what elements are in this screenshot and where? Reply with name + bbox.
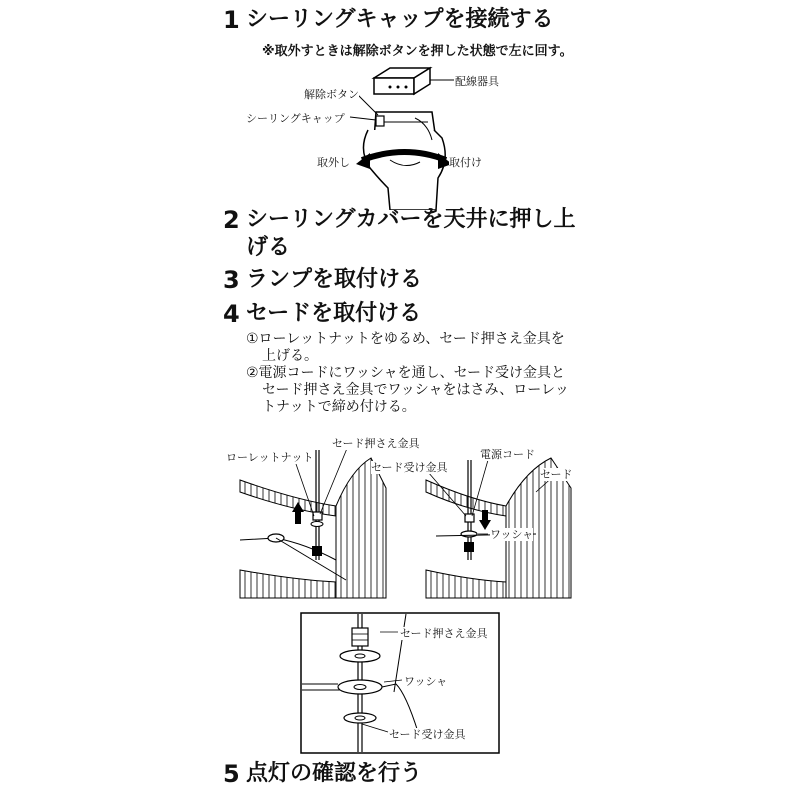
step-4-title: セードを取付ける [246, 301, 422, 326]
step-4-sub-3: ②電源コードにワッシャを通し、セード受け金具と [246, 365, 566, 381]
step-4-sub-2: 上げる。 [262, 348, 318, 364]
label-remove: 取外し [317, 156, 350, 169]
label-wiring-fixture: 配線器具 [455, 75, 499, 88]
label-shade-receiver: セード受け金具 [371, 461, 448, 474]
step-4-sub-5: トナットで締め付ける。 [262, 399, 416, 415]
step-2-title-line2: げる [246, 235, 291, 260]
label-knurled-nut: ローレットナット [226, 451, 314, 464]
step-1-note: ※取外すときは解除ボタンを押した状態で左に回す。 [262, 44, 573, 59]
step-5-title: 点灯の確認を行う [246, 761, 423, 786]
step-5-number: 5 [223, 760, 240, 788]
step-1-number: 1 [223, 6, 240, 34]
label-shade-holder: セード押さえ金具 [332, 437, 420, 450]
label-power-cord: 電源コード [480, 448, 535, 461]
label-attach: 取付け [449, 156, 482, 169]
step-4-number: 4 [223, 300, 240, 328]
step-2-title-line1: シーリングカバーを天井に押し上 [246, 207, 576, 232]
label-ceiling-cap: シーリングキャップ [246, 112, 345, 125]
step-3-title: ランプを取付ける [246, 267, 423, 292]
detail-label-shade-receiver: セード受け金具 [389, 728, 466, 741]
detail-label-washer: ワッシャ [404, 675, 448, 688]
step-4-sub-4: セード押さえ金具でワッシャをはさみ、ローレッ [262, 382, 569, 398]
step-4-sub-1: ①ローレットナットをゆるめ、セード押さえ金具を [246, 331, 565, 347]
label-washer: ワッシャ [490, 528, 534, 541]
step-2-number: 2 [223, 206, 240, 234]
step-1-title: シーリングキャップを接続する [246, 7, 554, 32]
detail-label-shade-holder: セード押さえ金具 [400, 627, 488, 640]
label-shade: セード [540, 468, 573, 481]
step-3-number: 3 [223, 266, 240, 294]
label-release-button: 解除ボタン [304, 88, 359, 101]
